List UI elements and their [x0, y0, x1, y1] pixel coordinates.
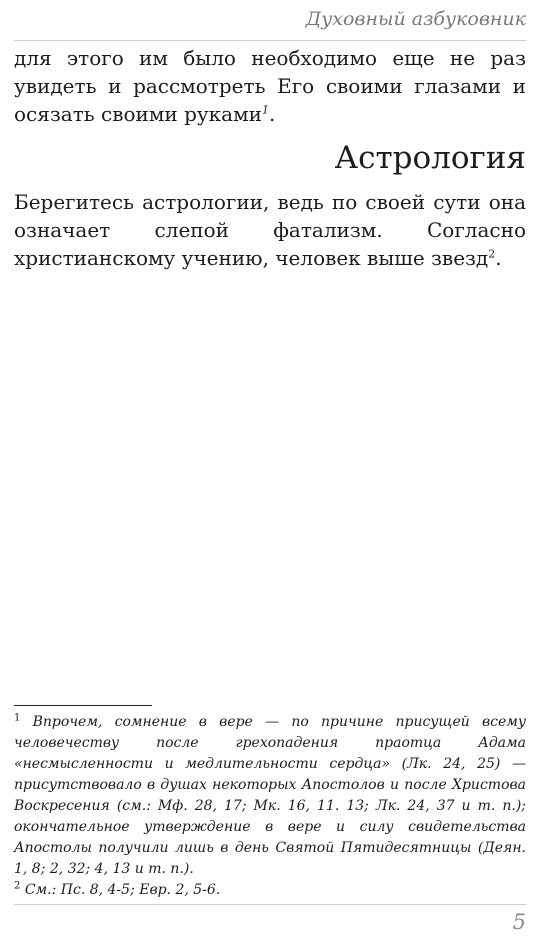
- footnote-text: См.: Пс. 8, 4-5; Евр. 2, 5-6.: [24, 882, 221, 898]
- footnote-2: [14, 880, 526, 901]
- paragraph-end: .: [495, 246, 502, 270]
- paragraph-text: для этого им было необходимо еще не раз увидеть и рассмотреть Его своими глазами и осязать своими руками: [14, 46, 526, 126]
- page-number: 5: [512, 910, 526, 934]
- footnote-1: [14, 712, 526, 880]
- footer-divider: [14, 904, 526, 905]
- footnote-text: Впрочем, сомнение в вере — по причине присущей всему человечеству после грехопадения праотца Адама «несмысленности и медлительности сердца» (Лк. 24, 25) — присутствовало в душах некоторых Апостолов и после Христова Воскресения (см.: Мф. 28, 17; Мк. 16, 11. 13; Лк. 24, 37 и т. п.); окончательное утверждение в вере и силу свидетельства Апостолы получили лишь в день Святой Пятидесятницы (Деян. 1, 8; 2, 32; 4, 13 и т. п.).: [14, 714, 526, 877]
- running-header: Духовный азбуковник: [305, 8, 526, 30]
- footnotes: [14, 712, 526, 901]
- footnote-number: 2: [14, 880, 21, 892]
- footnote-ref-2[interactable]: 2: [488, 247, 496, 261]
- footnote-ref-1[interactable]: 1: [261, 103, 269, 117]
- paragraph-astrology: [14, 188, 526, 272]
- section-heading: Астрология: [334, 140, 526, 176]
- footnote-number: 1: [14, 712, 21, 724]
- paragraph-continued: для этого им было необходимо еще не раз увидеть и рассмотреть Его своими глазами и осязать своими руками$^1$.: [14, 46, 526, 126]
- header-divider: [14, 40, 526, 41]
- footnote-divider: [14, 705, 152, 706]
- paragraph-text: Берегитесь астрологии, ведь по своей сути она означает слепой фатализм. Согласно христианскому учению, человек выше звезд: [14, 190, 526, 270]
